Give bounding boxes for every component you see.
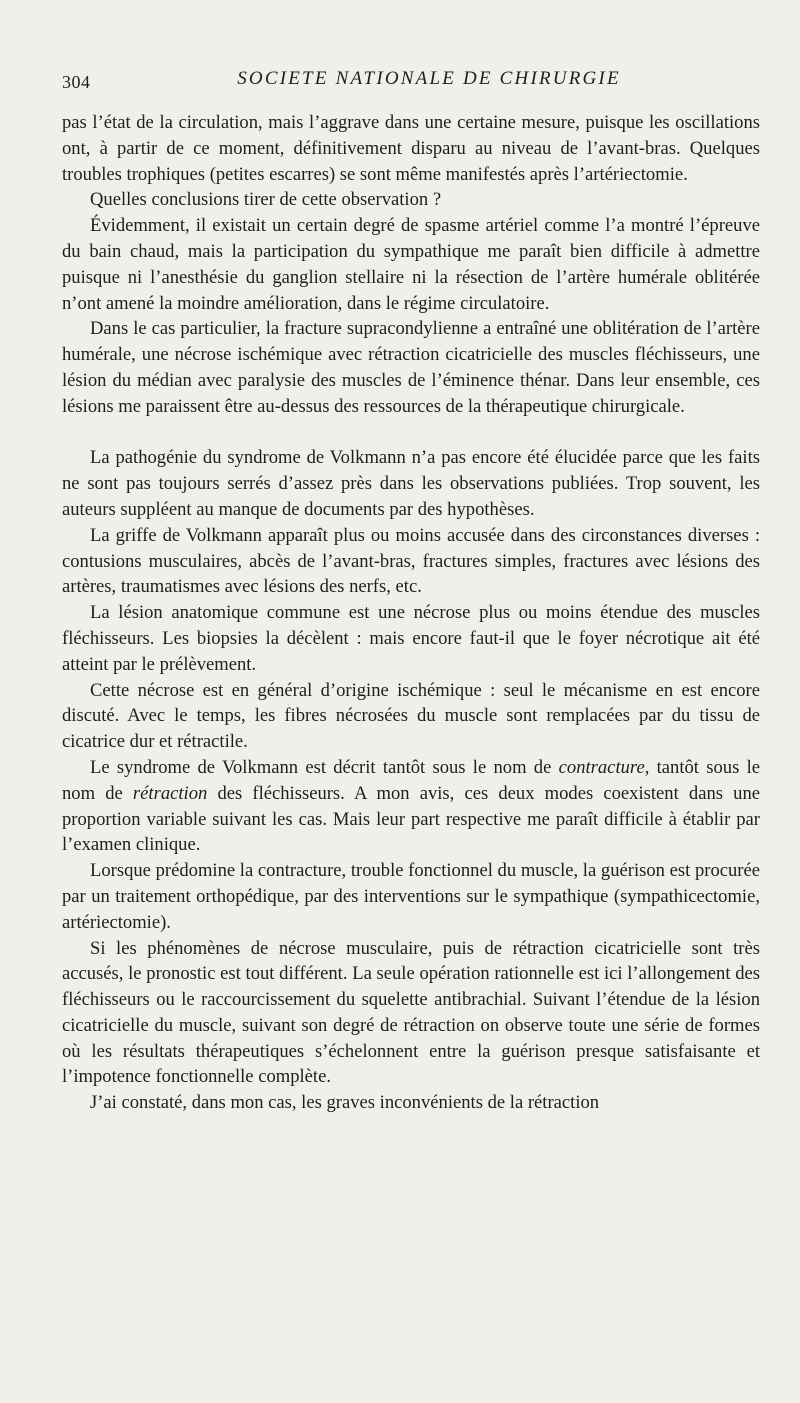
paragraph-3: Évidemment, il existait un certain degré de spasme artériel comme l’a montré l’épreuve du bain chaud, mais la participation du sympathique me paraît bien difficile à admettre puisque ni l’anesthésie du ganglion stellaire ni la résection de l’artère humérale oblitérée n’ont amené la moindre amélioration, dans le régime circulatoire. bbox=[62, 215, 760, 314]
paragraph-1: pas l’état de la circulation, mais l’aggrave dans une certaine mesure, puisque les oscillations ont, à partir de ce moment, définitivement disparu au niveau de l’avant-bras. Quelques troubles trophiques (petites escarres) se sont même manifestés après l’artériectomie. bbox=[62, 112, 760, 185]
paragraph-8: Cette nécrose est en général d’origine ischémique : seul le mécanisme en est encore discuté. Avec le temps, les fibres nécrosées du muscle sont remplacées par du tissu de cicatrice dur et rétractile. bbox=[62, 679, 760, 753]
section-gap bbox=[62, 420, 760, 446]
running-title: SOCIETE NATIONALE DE CHIRURGIE bbox=[237, 68, 621, 89]
term-retraction: rétraction bbox=[132, 782, 208, 804]
paragraph-4: Dans le cas particulier, la fracture supracondylienne a entraîné une oblitération de l’artère humérale, une nécrose ischémique avec rétraction cicatricielle des muscles fléchisseurs, une lésion du médian avec paralysie des muscles de l’éminence thénar. Dans leur ensemble, ces lésions me paraissent être au-dessus des ressources de la thérapeutique chirurgicale. bbox=[62, 318, 760, 417]
paragraph-7: La lésion anatomique commune est une nécrose plus ou moins étendue des muscles fléchisseurs. Les biopsies la décèlent : mais encore faut-il que le foyer nécrotique ait été atteint par le prélèvement. bbox=[62, 602, 760, 675]
paragraph-2: Quelles conclusions tirer de cette observation ? bbox=[90, 189, 442, 211]
paragraph-9-text-1: Le syndrome de Volkmann est décrit tantôt sous le nom de bbox=[90, 756, 559, 778]
paragraph-11: Si les phénomènes de nécrose musculaire, puis de rétraction cicatricielle sont très accusés, le pronostic est tout différent. La seule opération rationnelle est ici l’allongement des fléchisseurs ou le raccourcissement du squelette antibrachial. Suivant l’étendue de la lésion cicatricielle du muscle, suivant son degré de rétraction on observe toute une série de formes où les résultats thérapeutiques s’échelonnent entre la guérison presque satisfaisante et l’impotence fonctionnelle complète. bbox=[62, 937, 760, 1088]
paragraph-10: Lorsque prédomine la contracture, trouble fonctionnel du muscle, la guérison est procurée par un traitement orthopédique, par des interventions sur le sympathique (sympathicectomie, artériectomie). bbox=[62, 860, 760, 933]
page-number: 304 bbox=[62, 72, 91, 92]
paragraph-6: La griffe de Volkmann apparaît plus ou moins accusée dans des circonstances diverses : contusions musculaires, abcès de l’avant-bras, fractures simples, fractures avec lésions des artères, traumatismes avec lésions des nerfs, etc. bbox=[62, 524, 760, 598]
paragraph-9-text-3: des fléchisseurs. A mon avis, ces deux modes coexistent dans une proportion variable suivant les cas. Mais leur part respective me paraît difficile à établir par l’examen clinique. bbox=[62, 782, 760, 856]
paragraph-12: J’ai constaté, dans mon cas, les graves inconvénients de la rétraction bbox=[90, 1092, 600, 1114]
paragraph-9-text-2: , tantôt sous le nom de bbox=[62, 756, 760, 804]
paragraph-9 bbox=[62, 755, 760, 858]
body-text bbox=[62, 110, 760, 1116]
term-contracture: contracture bbox=[558, 756, 645, 778]
running-head bbox=[62, 66, 760, 106]
journal-page bbox=[0, 66, 800, 1403]
paragraph-5: La pathogénie du syndrome de Volkmann n’a pas encore été élucidée parce que les faits ne sont pas toujours serrés d’assez près dans les observations publiées. Trop souvent, les auteurs suppléent au manque de documents par des hypothèses. bbox=[62, 447, 760, 520]
